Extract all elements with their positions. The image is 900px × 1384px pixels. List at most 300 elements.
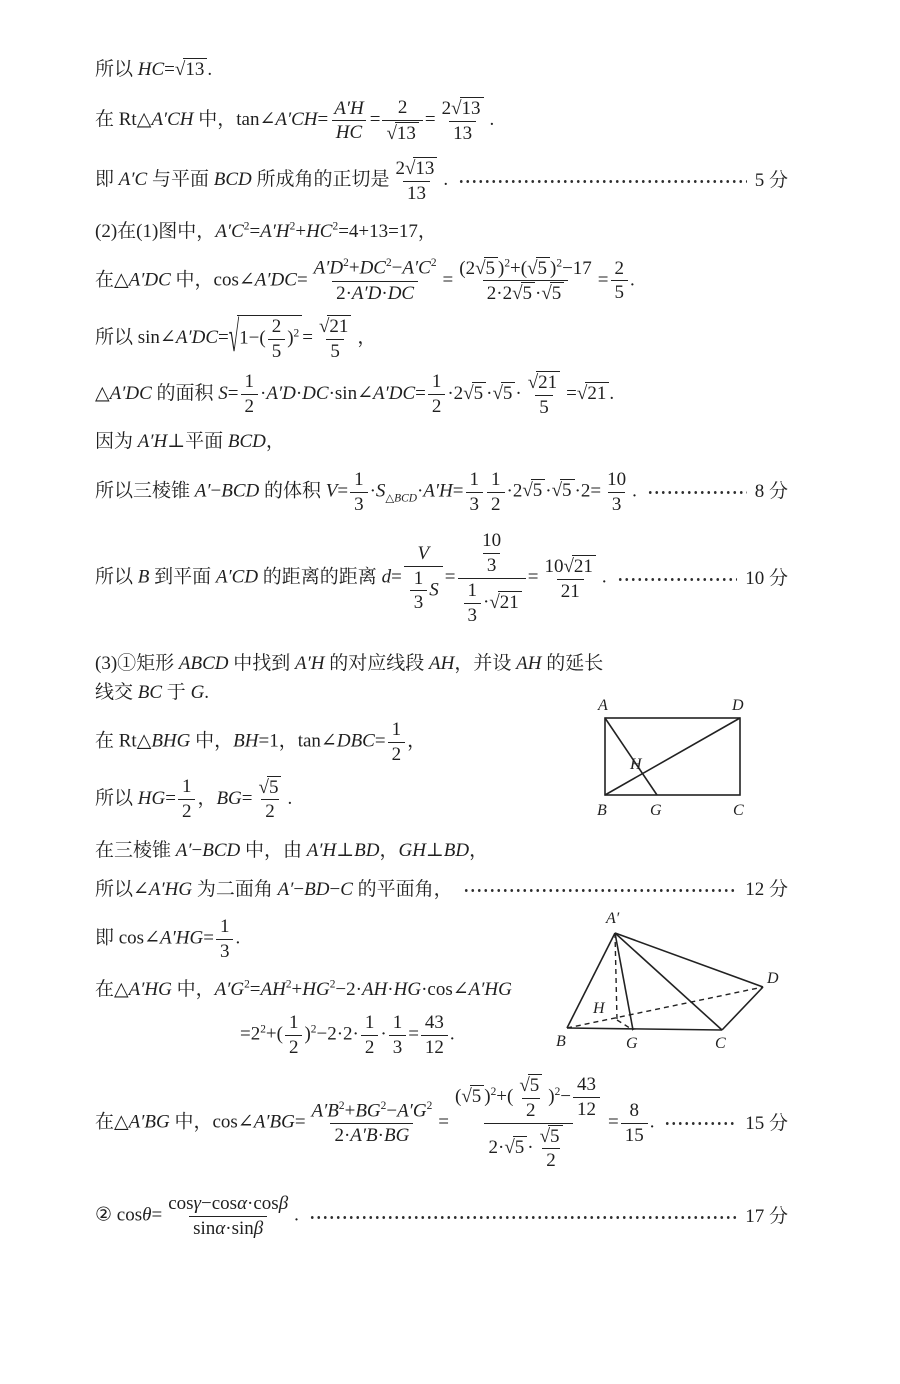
variable: V (325, 480, 338, 502)
numerator (310, 257, 441, 280)
text-run: + (295, 221, 307, 243)
text-run: 13 (453, 122, 473, 144)
text-run: · (369, 480, 376, 502)
superscript: 2 (289, 221, 296, 234)
text-run: . (649, 1111, 655, 1133)
variable: BG (216, 787, 242, 809)
text-run: 所以 sin∠ (95, 327, 176, 349)
radical (405, 157, 437, 180)
text-run: 的对应线段 (324, 652, 430, 674)
numerator (428, 371, 446, 394)
radical (461, 1085, 484, 1108)
denominator (611, 280, 629, 304)
edge-b-d (605, 718, 740, 795)
radicand (327, 315, 351, 338)
edge-c-d (722, 987, 763, 1030)
superscript: 2 (338, 1099, 345, 1112)
variable: A′G (214, 979, 245, 1001)
text-run: 中， (190, 730, 234, 752)
edge-aprime-b (567, 933, 615, 1028)
math-content (95, 877, 453, 902)
radicand (550, 282, 565, 305)
line-cos-abg (95, 1074, 788, 1172)
variable: S (375, 480, 386, 502)
text-run: +( (265, 1023, 283, 1045)
text-run: ， (379, 840, 399, 862)
radical (527, 257, 550, 280)
text-run: 2· (334, 1124, 351, 1146)
fraction (621, 1100, 648, 1147)
text-run: 8 (629, 1099, 639, 1121)
text-run: 13 (415, 157, 435, 179)
radical-sign: √ (512, 283, 523, 305)
text-run: = (302, 327, 313, 349)
text-run: ( (454, 1086, 462, 1108)
dotted-leader (458, 171, 747, 190)
variable: A′HG (468, 979, 512, 1001)
variable: BD (354, 840, 380, 862)
text-run: 21 (573, 555, 593, 577)
fraction (410, 568, 428, 615)
radical (519, 1074, 542, 1097)
superscript: 2 (329, 978, 336, 991)
numerator (164, 1193, 292, 1216)
text-run: = (337, 480, 349, 502)
numerator (464, 580, 482, 603)
fraction (268, 316, 286, 363)
variable: A′CH (275, 109, 318, 131)
fraction (464, 580, 482, 627)
numerator (472, 530, 511, 578)
text-run: 中找到 (228, 652, 296, 674)
fraction (603, 469, 630, 516)
text-run: ， (197, 787, 217, 809)
line-part2-pythagoras (95, 219, 788, 244)
radical (541, 282, 564, 305)
superscript: 2 (243, 221, 250, 234)
text-run: 13 (461, 98, 481, 120)
variable: B (137, 566, 150, 588)
radical (229, 315, 303, 363)
text-run: 21 (560, 580, 580, 602)
radicand (513, 1136, 528, 1159)
radical-sign: √ (174, 59, 186, 80)
radical-sign: √ (463, 383, 474, 405)
radical (552, 479, 575, 502)
numerator (216, 916, 234, 939)
fraction (540, 555, 599, 603)
text-run: 13 (396, 122, 416, 144)
text-run: 为二面角 (192, 879, 278, 901)
label-d: D (732, 697, 744, 714)
text-run: 2 (395, 157, 405, 179)
text-run: ) (498, 257, 505, 279)
radicand (395, 122, 419, 145)
radical-sign: √ (404, 157, 416, 179)
text-run: 与平面 (147, 168, 214, 190)
variable: A′CH (151, 109, 194, 131)
denominator (608, 492, 626, 516)
text-run: 2 (397, 97, 408, 119)
variable: θ (142, 1204, 152, 1226)
variable: A′DC (128, 269, 171, 291)
variable: AH (361, 979, 388, 1001)
text-run: − (386, 1099, 398, 1121)
text-run: 13 (406, 182, 426, 204)
denominator (458, 578, 526, 627)
superscript: 2 (244, 978, 250, 991)
variable: A′D (313, 257, 344, 279)
text-run: 1 (467, 580, 477, 602)
denominator (410, 590, 428, 614)
text-run: = (444, 566, 456, 588)
variable: C (340, 879, 353, 901)
variable: α (237, 1193, 248, 1215)
line-tetra-perpendiculars (95, 838, 788, 863)
text-run: 于 (162, 681, 191, 703)
radicand (528, 1074, 543, 1097)
radicand (498, 591, 522, 614)
dotted-leader (664, 1114, 737, 1133)
text-run: ·2= (574, 480, 602, 502)
text-run: = (296, 269, 308, 291)
text-run: . (489, 109, 495, 131)
label-g: G (626, 1035, 638, 1052)
variable: A′C (402, 257, 431, 279)
radicand (183, 58, 207, 81)
variable: A′CD (215, 566, 259, 588)
text-run: 1 (288, 1012, 299, 1034)
denominator (449, 121, 476, 145)
text-run: = (249, 221, 261, 243)
label-h: H (593, 1000, 605, 1017)
variable: A′HG (128, 979, 172, 1001)
radical-sign: √ (318, 316, 330, 338)
radical (319, 315, 351, 338)
radicand (536, 371, 560, 394)
fraction (515, 1074, 546, 1122)
line-ah-perpendicular (95, 429, 788, 454)
variable: HG (393, 979, 422, 1001)
text-run: 21 (587, 383, 607, 405)
text-run: ， (407, 730, 427, 752)
math-content (95, 1193, 299, 1240)
text-run: − (293, 879, 305, 901)
text-run: 在△ (95, 1111, 129, 1133)
line-volume (95, 469, 788, 516)
fraction (573, 1074, 600, 1121)
text-run: . (449, 1023, 455, 1045)
math-content (95, 1074, 654, 1172)
text-run: 所以 (95, 59, 138, 80)
text-run: ·sin (225, 1218, 254, 1240)
text-run: . (204, 681, 210, 703)
radical-sign: √ (475, 257, 486, 279)
variable: A′C (118, 168, 148, 190)
text-run: 中，tan∠ (193, 109, 276, 131)
variable: A′C (215, 221, 244, 243)
variable: A′H (260, 221, 290, 243)
radical-sign: √ (386, 122, 397, 144)
variable: S (218, 383, 228, 405)
rectangle-figure (595, 690, 775, 825)
math-content (95, 219, 437, 244)
numerator (466, 469, 484, 492)
denominator (330, 1123, 413, 1147)
numerator (391, 157, 441, 181)
text-run: 10 (607, 468, 627, 490)
denominator (216, 939, 234, 963)
text-run: = (151, 1204, 163, 1226)
math-content (240, 1012, 455, 1059)
text-run: 2 (441, 98, 452, 120)
text-run: 2· (336, 282, 352, 304)
radical-sign: √ (527, 257, 538, 279)
radicand (484, 257, 499, 280)
label-b: B (597, 802, 607, 819)
text-run: +( (510, 257, 528, 279)
text-run: = (608, 1111, 619, 1133)
fraction (391, 157, 441, 205)
text-run: ·2 (447, 383, 464, 405)
dotted-leader (463, 880, 738, 899)
superscript: 2 (343, 257, 349, 270)
text-run: · (515, 383, 522, 405)
math-content (95, 719, 426, 766)
text-run: − (210, 480, 222, 502)
superscript: 2 (332, 221, 339, 234)
text-run: ) (550, 257, 557, 279)
denominator (542, 1148, 560, 1172)
variable: GH (398, 840, 426, 862)
text-run: △ (95, 383, 110, 405)
math-content (95, 57, 212, 82)
denominator (522, 1098, 540, 1122)
text-run: 5 (514, 1136, 525, 1158)
math-content (95, 838, 488, 863)
denominator (361, 1035, 379, 1059)
radical (504, 1136, 527, 1159)
superscript: 2 (504, 257, 511, 270)
fraction (404, 543, 443, 615)
denominator (421, 1035, 448, 1059)
text-run: 3 (392, 1037, 403, 1059)
radical-sign: √ (504, 1136, 515, 1158)
radical-sign: √ (492, 383, 503, 405)
fraction (241, 371, 259, 418)
radicand (536, 257, 551, 280)
math-content (95, 680, 209, 705)
fraction (330, 98, 367, 145)
variable: BHG (151, 730, 191, 752)
text-run: ⊥ (336, 840, 355, 862)
text-run: = (369, 109, 381, 131)
variable: d (381, 566, 392, 588)
text-run: 3 (413, 592, 424, 614)
radicand (267, 776, 282, 799)
text-run: · (486, 383, 493, 405)
variable: α (215, 1218, 226, 1240)
text-run: . (609, 383, 615, 405)
text-run: 1 (244, 371, 255, 393)
variable: A′H (334, 97, 364, 119)
math-content (95, 530, 607, 626)
radical (577, 382, 609, 405)
fraction (388, 719, 406, 766)
radical (528, 371, 560, 394)
text-run: ) (548, 1086, 555, 1108)
radical (522, 479, 545, 502)
text-run: 1 (392, 1012, 403, 1034)
text-run: ) (287, 327, 294, 349)
text-run: = (227, 383, 239, 405)
line-dihedral-angle (95, 877, 788, 902)
label-g: G (650, 802, 662, 819)
fraction (255, 776, 286, 824)
text-run: 5 (550, 1125, 560, 1147)
fraction (361, 1012, 379, 1059)
text-run: 所以三棱锥 (95, 480, 195, 502)
variable: A′H (295, 652, 325, 674)
numerator (611, 258, 629, 281)
text-run: . (207, 59, 213, 80)
score-marker: 8 分 (754, 481, 788, 503)
variable: A′DC (254, 269, 297, 291)
text-run: 所以 (95, 566, 138, 588)
superscript: 2 (285, 978, 292, 991)
text-run: 到平面 (149, 566, 216, 588)
radicand (521, 282, 536, 305)
text-run: 1 (469, 468, 479, 490)
radical (512, 282, 535, 305)
text-run: = (249, 979, 261, 1001)
text-run: 3 (354, 493, 364, 515)
numerator (241, 371, 259, 394)
denominator (285, 1035, 303, 1059)
text-run: = (424, 109, 436, 131)
text-run: . (630, 269, 635, 291)
radicand (572, 555, 596, 578)
score-marker: 5 分 (754, 170, 788, 192)
text-run: ② cos (95, 1204, 143, 1226)
radical-sign: √ (551, 480, 563, 502)
text-run: · (377, 1124, 384, 1146)
variable: A′DC (372, 383, 416, 405)
text-run: = (438, 1111, 449, 1133)
variable: A′BG (128, 1111, 170, 1133)
math-content (95, 97, 494, 145)
fraction (389, 1012, 407, 1059)
text-run: 3 (611, 493, 622, 515)
text-run: = (164, 59, 175, 80)
text-run: 1 (181, 776, 192, 798)
text-run: =2 (240, 1023, 261, 1045)
text-run: 的平面角， (352, 879, 453, 901)
variable: A′G (397, 1099, 427, 1121)
text-run: · (545, 480, 552, 502)
text-run: = (442, 269, 454, 291)
variable: A′H (423, 480, 453, 502)
text-run: 在△ (95, 979, 129, 1001)
text-run: ⊥平面 (167, 430, 228, 452)
text-run: 在三棱锥 (95, 840, 176, 862)
variable: A′BG (253, 1111, 295, 1133)
variable: HC (137, 59, 165, 80)
text-run: ·sin∠ (328, 383, 373, 405)
text-run: ， (265, 430, 285, 452)
text-run: 5 (551, 283, 562, 305)
text-run: 2 (271, 316, 282, 338)
text-run: = (408, 1023, 419, 1045)
radicand (548, 1125, 563, 1148)
text-run: = (415, 383, 426, 405)
denominator (428, 394, 446, 418)
radical (540, 1125, 563, 1148)
line-cos-adc (95, 257, 788, 306)
text-run: 5 (473, 383, 484, 405)
radicand (560, 479, 575, 502)
numerator (603, 469, 630, 492)
denominator (403, 181, 430, 205)
radical (489, 591, 521, 614)
text-run: − (391, 257, 403, 279)
text-run: 在△ (95, 269, 129, 291)
fraction (382, 97, 422, 145)
text-run: 在 Rt△ (95, 730, 152, 752)
line-general-formula (95, 1193, 788, 1240)
radicand (501, 382, 516, 405)
variable: BCD (202, 840, 241, 862)
text-run: 线交 (95, 681, 138, 703)
numerator (421, 1012, 448, 1035)
numerator (413, 543, 433, 566)
denominator (404, 566, 443, 615)
radical (492, 382, 515, 405)
fraction (451, 1074, 606, 1172)
text-run: = (294, 1111, 306, 1133)
text-run: (3)①矩形 (95, 652, 179, 674)
fraction (478, 530, 505, 577)
superscript: 2 (260, 1023, 266, 1036)
denominator (557, 579, 584, 603)
text-run: 的距离的距离 (258, 566, 382, 588)
text-run: sin (193, 1218, 216, 1240)
variable: A′B (311, 1099, 339, 1121)
denominator (268, 339, 286, 363)
text-run: − (329, 879, 341, 901)
edge-b-c (567, 1028, 722, 1030)
text-run: 43 (424, 1012, 444, 1034)
variable: HG (137, 787, 166, 809)
radicand (531, 479, 546, 502)
label-d: D (767, 970, 779, 987)
dotted-leader (617, 569, 738, 588)
fraction (216, 916, 234, 963)
variable: A′D (351, 282, 382, 304)
text-run: = (391, 566, 402, 588)
text-run: 所以∠ (95, 879, 149, 901)
numerator (361, 1012, 379, 1035)
text-run: 21 (499, 591, 519, 613)
text-run: −2·2· (316, 1023, 359, 1045)
text-run: ·cos (247, 1193, 279, 1215)
variable: V (417, 542, 430, 564)
text-run: =1，tan∠ (258, 730, 337, 752)
variable: BCD (213, 168, 252, 190)
text-run: 因为 (95, 430, 138, 452)
radical (451, 97, 483, 120)
denominator (189, 1216, 267, 1240)
